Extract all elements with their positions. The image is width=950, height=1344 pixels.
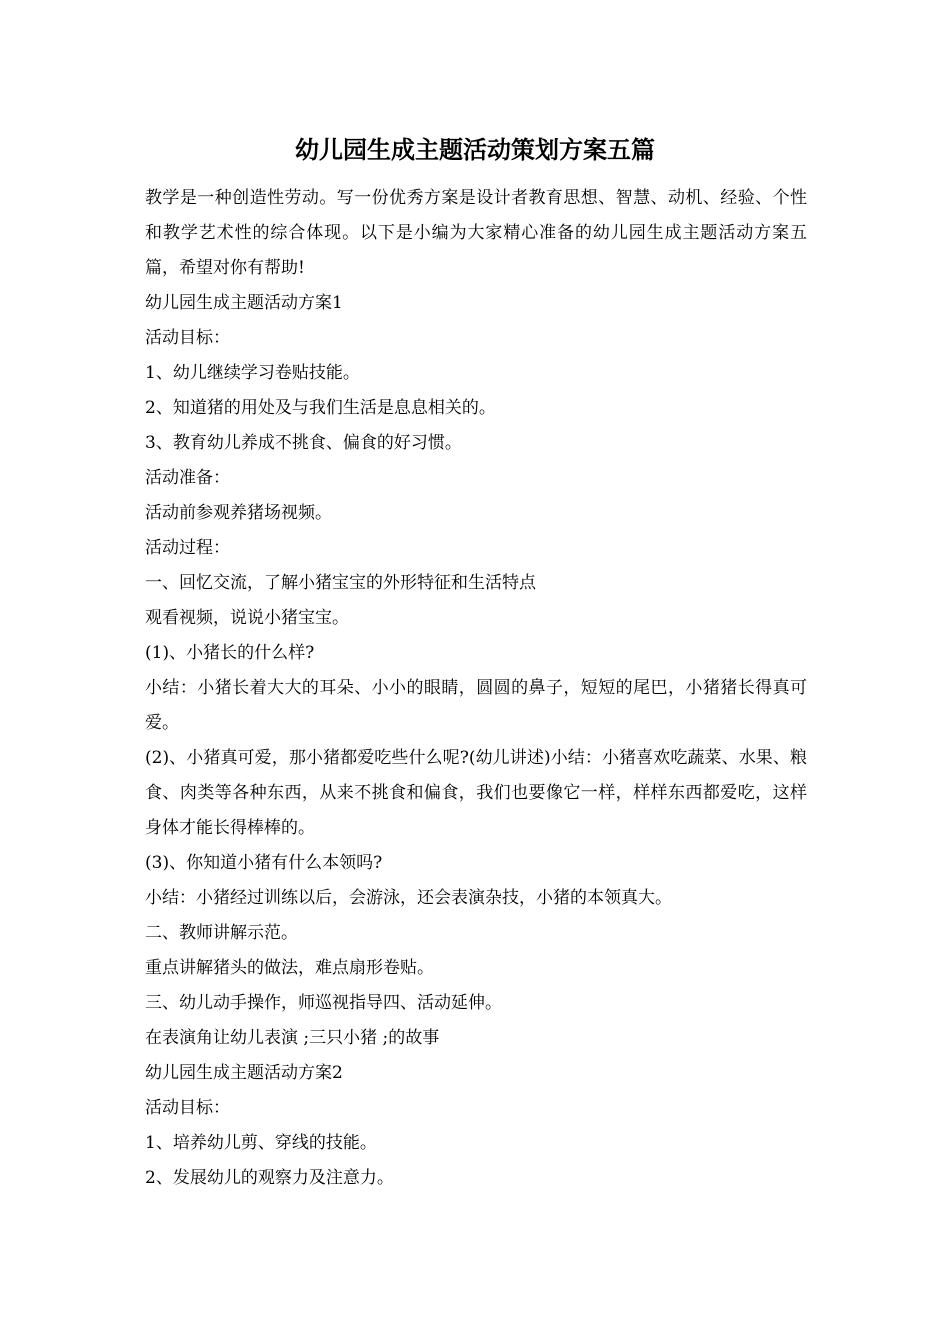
summary-paragraph: 小结：小猪经过训练以后，会游泳，还会表演杂技，小猪的本领真大。 [145, 888, 672, 908]
document-title: 幼儿园生成主题活动策划方案五篇 [295, 135, 655, 164]
process-question: (1)、小猪长的什么样? [145, 643, 315, 663]
goal-item: 2、发展幼儿的观察力及注意力。 [145, 1168, 394, 1188]
activity-preparation-heading: 活动准备： [145, 468, 230, 488]
process-question: (3)、你知道小猪有什么本领吗? [145, 853, 383, 873]
summary-paragraph: 小结：小猪长着大大的耳朵、小小的眼睛，圆圆的鼻子，短短的尾巴，小猪猪长得真可爱。 [145, 678, 807, 733]
document-body [145, 181, 807, 1196]
process-question-paragraph: (2)、小猪真可爱，那小猪都爱吃些什么呢?(幼儿讲述)小结：小猪喜欢吃蔬菜、水果、粮食、肉类等各种东西，从来不挑食和偏食，我们也要像它一样，样样东西都爱吃，这样身体才能长得棒棒的。 [145, 748, 807, 838]
section-heading-plan-1: 幼儿园生成主题活动方案1 [145, 293, 343, 313]
goal-item: 2、知道猪的用处及与我们生活是息息相关的。 [145, 398, 496, 418]
activity-goals-heading: 活动目标： [145, 1098, 230, 1118]
process-step: 二、教师讲解示范。 [145, 923, 298, 943]
activity-goals-heading: 活动目标： [145, 328, 230, 348]
goal-item: 1、培养幼儿剪、穿线的技能。 [145, 1133, 377, 1153]
process-text: 观看视频，说说小猪宝宝。 [145, 608, 349, 628]
intro-paragraph: 教学是一种创造性劳动。写一份优秀方案是设计者教育思想、智慧、动机、经验、个性和教学艺术性的综合体现。以下是小编为大家精心准备的幼儿园生成主题活动方案五篇，希望对你有帮助! [145, 188, 807, 278]
goal-item: 3、教育幼儿养成不挑食、偏食的好习惯。 [145, 433, 462, 453]
process-step: 三、幼儿动手操作，师巡视指导四、活动延伸。 [145, 993, 502, 1013]
goal-item: 1、幼儿继续学习卷贴技能。 [145, 363, 360, 383]
section-heading-plan-2: 幼儿园生成主题活动方案2 [145, 1063, 343, 1083]
process-text: 在表演角让幼儿表演 ;三只小猪 ;的故事 [145, 1028, 440, 1048]
process-text: 重点讲解猪头的做法，难点扇形卷贴。 [145, 958, 434, 978]
process-step: 一、回忆交流，了解小猪宝宝的外形特征和生活特点 [145, 573, 536, 593]
preparation-text: 活动前参观养猪场视频。 [145, 503, 332, 523]
activity-process-heading: 活动过程： [145, 538, 230, 558]
